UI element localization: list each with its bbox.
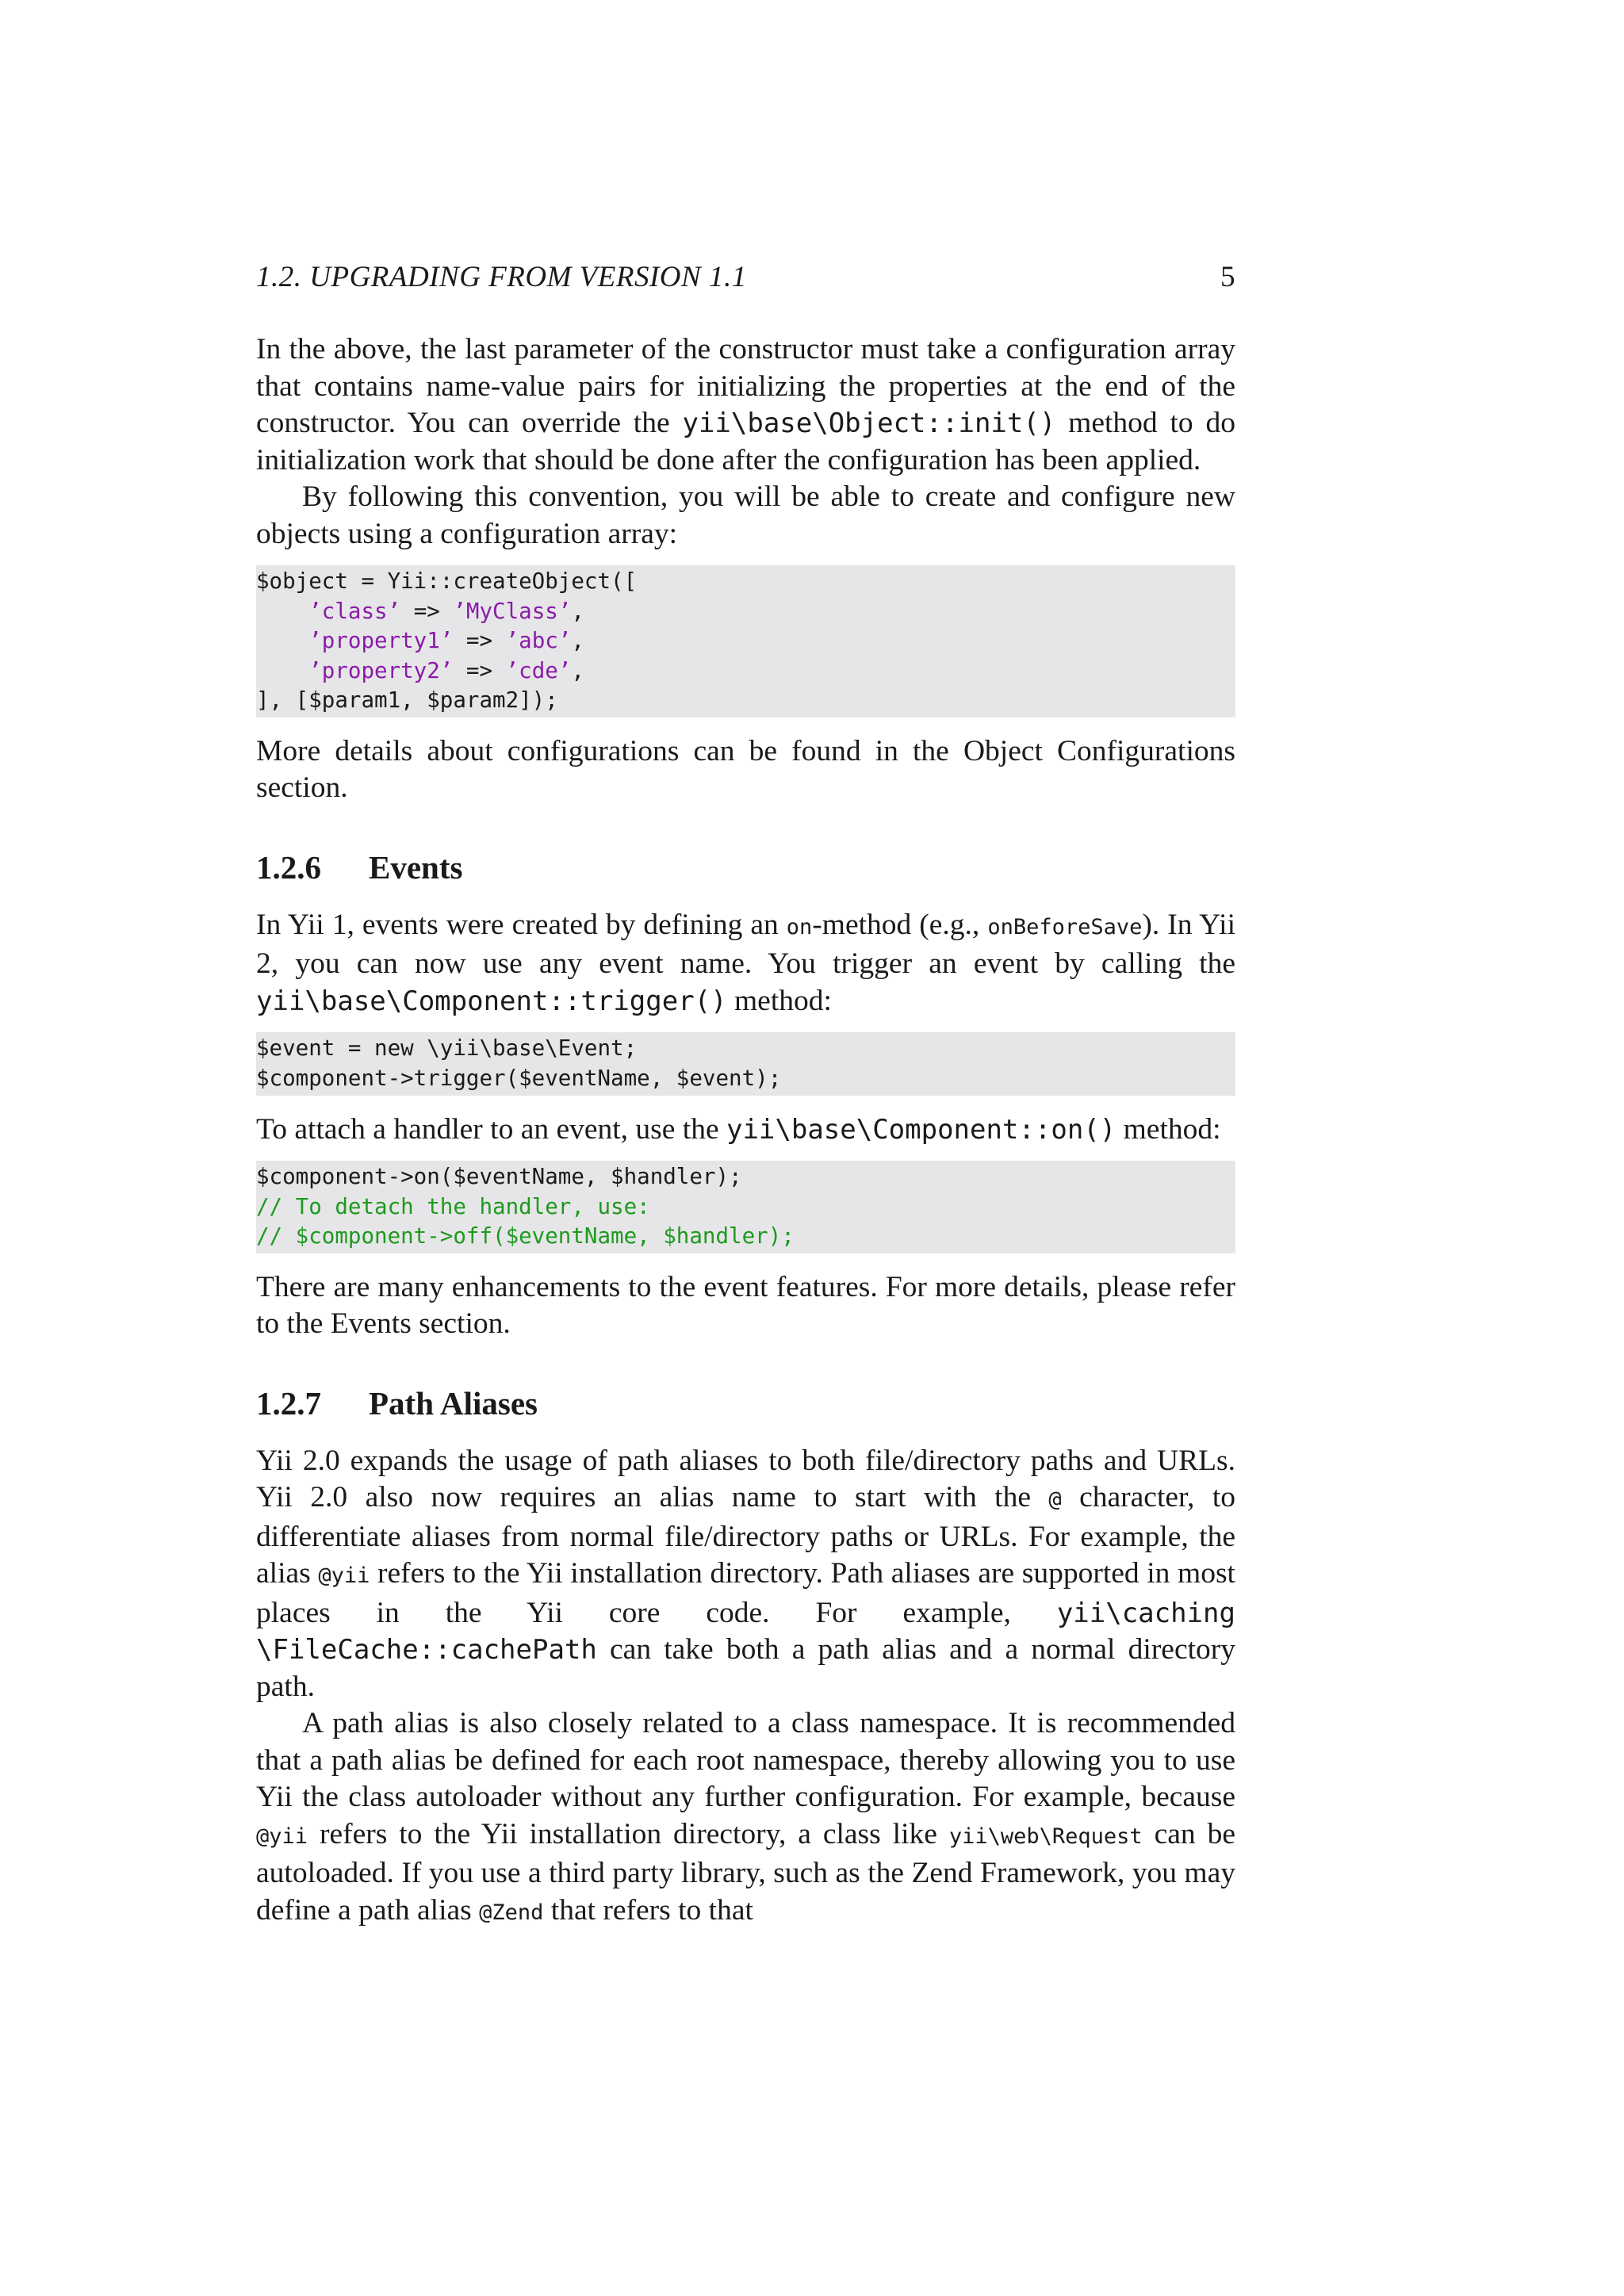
- paragraph-event-enhancements: There are many enhancements to the event features. For more details, please refer to the Events section.: [256, 1270, 1235, 1341]
- section-heading-events: 1.2.6 Events: [256, 848, 463, 886]
- paragraph-constructor-config: In the above, the last parameter of the constructor must take a configuration array that contains name-value pairs for initializing the properties at the end of the constructor. You can override the yii\base\Object::init() method to do initialization work that should be done after the configuration has been applied.: [256, 333, 1235, 476]
- code-block-trigger-event: $event = new \yii\base\Event; $component->trigger($eventName, $event);: [256, 1032, 1235, 1095]
- paragraph-config-details: More details about configurations can be found in the Object Configurations section.: [256, 734, 1235, 805]
- running-header: [256, 254, 1235, 301]
- inline-code: yii\base\Object::init(): [682, 408, 1056, 439]
- header-section-title: 1.2. UPGRADING FROM VERSION 1.1: [256, 261, 747, 293]
- paragraph-events-intro: In Yii 1, events were created by defining an on-method (e.g., onBeforeSave). In Yii 2, you can now use any event name. You trigger an event by calling the yii\base\Component::trigger() method:: [256, 908, 1236, 1017]
- paragraph-attach-handler: To attach a handler to an event, use the yii\base\Component::on() method:: [256, 1112, 1221, 1146]
- header-page-number: 5: [1220, 261, 1235, 293]
- paragraph-alias-namespace: A path alias is also closely related to a class namespace. It is recommended that a path alias be defined for each root namespace, thereby allowing you to use Yii the class autoloader without any further configuration. For example, because @yii refers to the Yii installation directory, a class like yii\web\Request can be autoloaded. If you use a third party library, such as the Zend Framework, you may define a path alias @Zend that refers to that: [256, 1707, 1236, 1927]
- document-page: [256, 254, 1235, 1931]
- code-block-attach-handler: $component->on($eventName, $handler); // To detach the handler, use: // $component->off($eventName, $handler);: [256, 1161, 1235, 1253]
- section-heading-path-aliases: 1.2.7 Path Aliases: [256, 1384, 538, 1422]
- paragraph-convention: By following this convention, you will be able to create and configure new objects using a configuration array:: [256, 480, 1235, 550]
- paragraph-path-aliases: Yii 2.0 expands the usage of path aliases to both file/directory paths and URLs. Yii 2.0 also now requires an alias name to start with the @ character, to differentiate aliases from normal file/directory paths or URLs. For example, the alias @yii refers to the Yii installation directory. Path aliases are supported in most places in the Yii core code. For example, yii\caching \FileCache::cachePath can take both a path alias and a normal directory path.: [256, 1444, 1235, 1703]
- code-block-create-object: $object = Yii::createObject([ ’class’ => ’MyClass’, ’property1’ => ’abc’, ’property2’ => ’cde’, ], [$param1, $param2]);: [256, 565, 1235, 718]
